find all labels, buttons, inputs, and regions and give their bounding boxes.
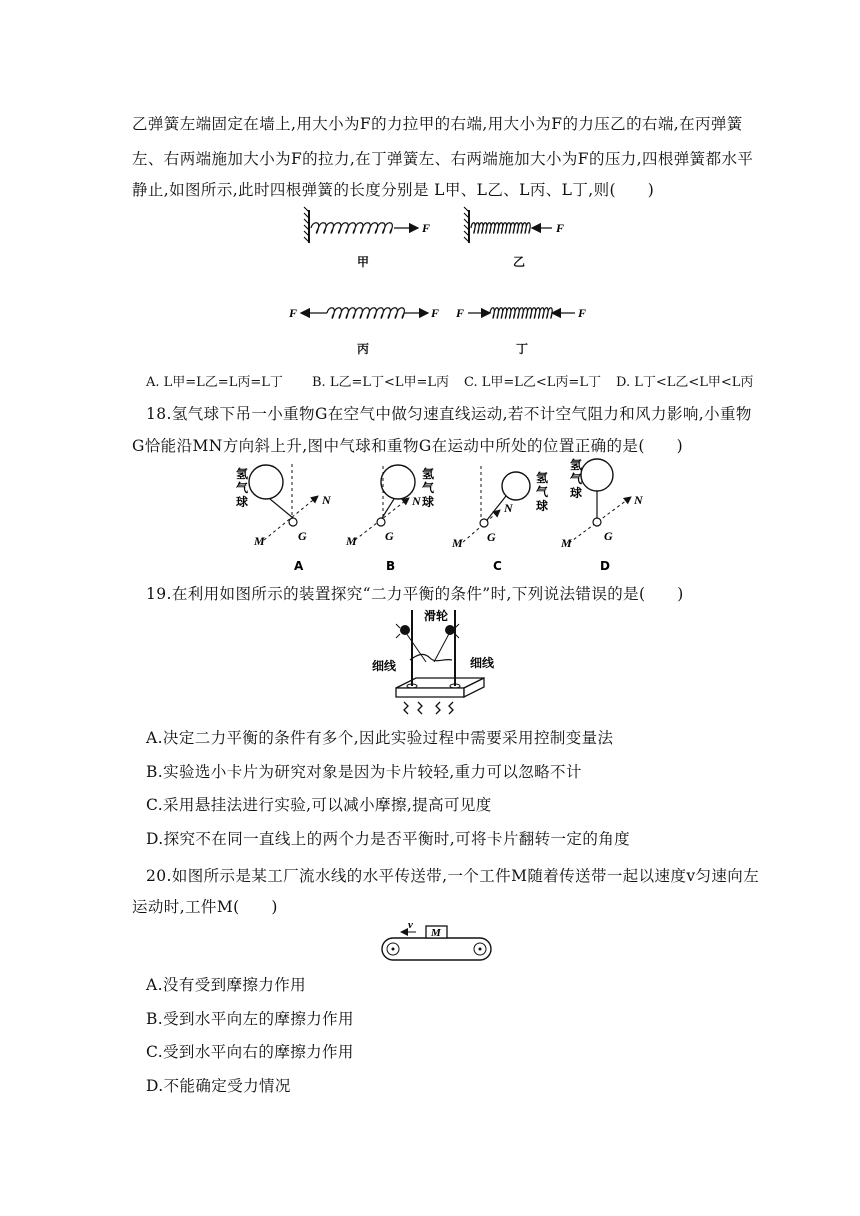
svg-text:M: M (346, 534, 357, 548)
force-label-ding-right: F (578, 306, 587, 320)
svg-text:M: M (561, 536, 572, 550)
q17-option-c: C. L甲=L乙<L丙=L丁 (464, 375, 601, 390)
svg-text:G: G (487, 530, 496, 544)
svg-text:A: A (294, 559, 304, 573)
q20-option-a: A.没有受到摩擦力作用 (146, 976, 307, 994)
q20-option-d: D.不能确定受力情况 (146, 1077, 291, 1095)
svg-text:N: N (504, 501, 513, 515)
force-label-ding-left: F (456, 306, 465, 320)
q17-text-line2: 左、右两端施加大小为F的拉力,在丁弹簧左、右两端施加大小为F的压力,四根弹簧都水平 (132, 150, 754, 168)
caption-ding: 丁 (516, 342, 529, 356)
q18-text-line1: 18.氢气球下吊一小重物G在空气中做匀速直线运动,若不计空气阻力和风力影响,小重物 (146, 405, 752, 423)
q20-text-line2: 运动时,工件M( ) (132, 898, 278, 916)
svg-text:D: D (600, 559, 610, 573)
workpiece-label: M (431, 927, 441, 939)
force-label-jia: F (422, 221, 431, 235)
q18-text-line2: G恰能沿MN方向斜上升,图中气球和重物G在运动中所处的位置正确的是( ) (132, 437, 684, 455)
svg-text:N: N (634, 493, 643, 507)
svg-text:N: N (412, 494, 421, 508)
q19-option-b: B.实验选小卡片为研究对象是因为卡片较轻,重力可以忽略不计 (146, 763, 582, 781)
force-label-bing-left: F (289, 306, 298, 320)
q19-option-d: D.探究不在同一直线上的两个力是否平衡时,可将卡片翻转一定的角度 (146, 830, 631, 848)
thread-label-left: 细线 (372, 659, 397, 673)
svg-text:G: G (385, 529, 394, 543)
q19-option-c: C.采用悬挂法进行实验,可以减小摩擦,提高可见度 (146, 796, 492, 814)
balloon-label-b: 氢气球 (422, 467, 435, 509)
caption-bing: 丙 (357, 342, 370, 356)
balloon-label-c: 氢气球 (536, 471, 549, 513)
force-label-yi: F (556, 221, 565, 235)
q17-option-b: B. L乙=L丁<L甲=L丙 (312, 375, 450, 390)
q20-option-c: C.受到水平向右的摩擦力作用 (146, 1043, 354, 1061)
q20-text-line1: 20.如图所示是某工厂流水线的水平传送带,一个工件M随着传送带一起以速度v匀速向左 (146, 867, 760, 885)
pulley-label: 滑轮 (424, 609, 449, 623)
svg-text:B: B (386, 559, 396, 573)
force-label-bing-right: F (431, 306, 440, 320)
balloon-label-a: 氢气球 (236, 467, 249, 509)
velocity-label: v (408, 919, 413, 931)
svg-text:N: N (322, 493, 331, 507)
q17-text-line1: 乙弹簧左端固定在墙上,用大小为F的力拉甲的右端,用大小为F的力压乙的右端,在丙弹簧 (132, 115, 743, 133)
svg-text:C: C (493, 559, 502, 573)
balloon-label-d: 氢气球 (570, 458, 583, 500)
svg-text:M: M (452, 536, 463, 550)
q20-option-b: B.受到水平向左的摩擦力作用 (146, 1010, 354, 1028)
svg-text:G: G (604, 529, 613, 543)
caption-jia: 甲 (357, 255, 370, 269)
q17-option-a: A. L甲=L乙=L丙=L丁 (146, 375, 283, 390)
svg-text:M: M (254, 534, 265, 548)
q19-stem: 19.在利用如图所示的装置探究“二力平衡的条件”时,下列说法错误的是( ) (146, 585, 684, 603)
thread-label-right: 细线 (470, 656, 495, 670)
caption-yi: 乙 (513, 255, 526, 269)
q17-option-d: D. L丁<L乙<L甲<L丙 (616, 375, 754, 390)
q19-option-a: A.决定二力平衡的条件有多个,因此实验过程中需要采用控制变量法 (146, 729, 614, 747)
q17-text-line3: 静止,如图所示,此时四根弹簧的长度分别是 L甲、L乙、L丙、L丁,则( ) (132, 181, 655, 199)
svg-text:G: G (298, 529, 307, 543)
